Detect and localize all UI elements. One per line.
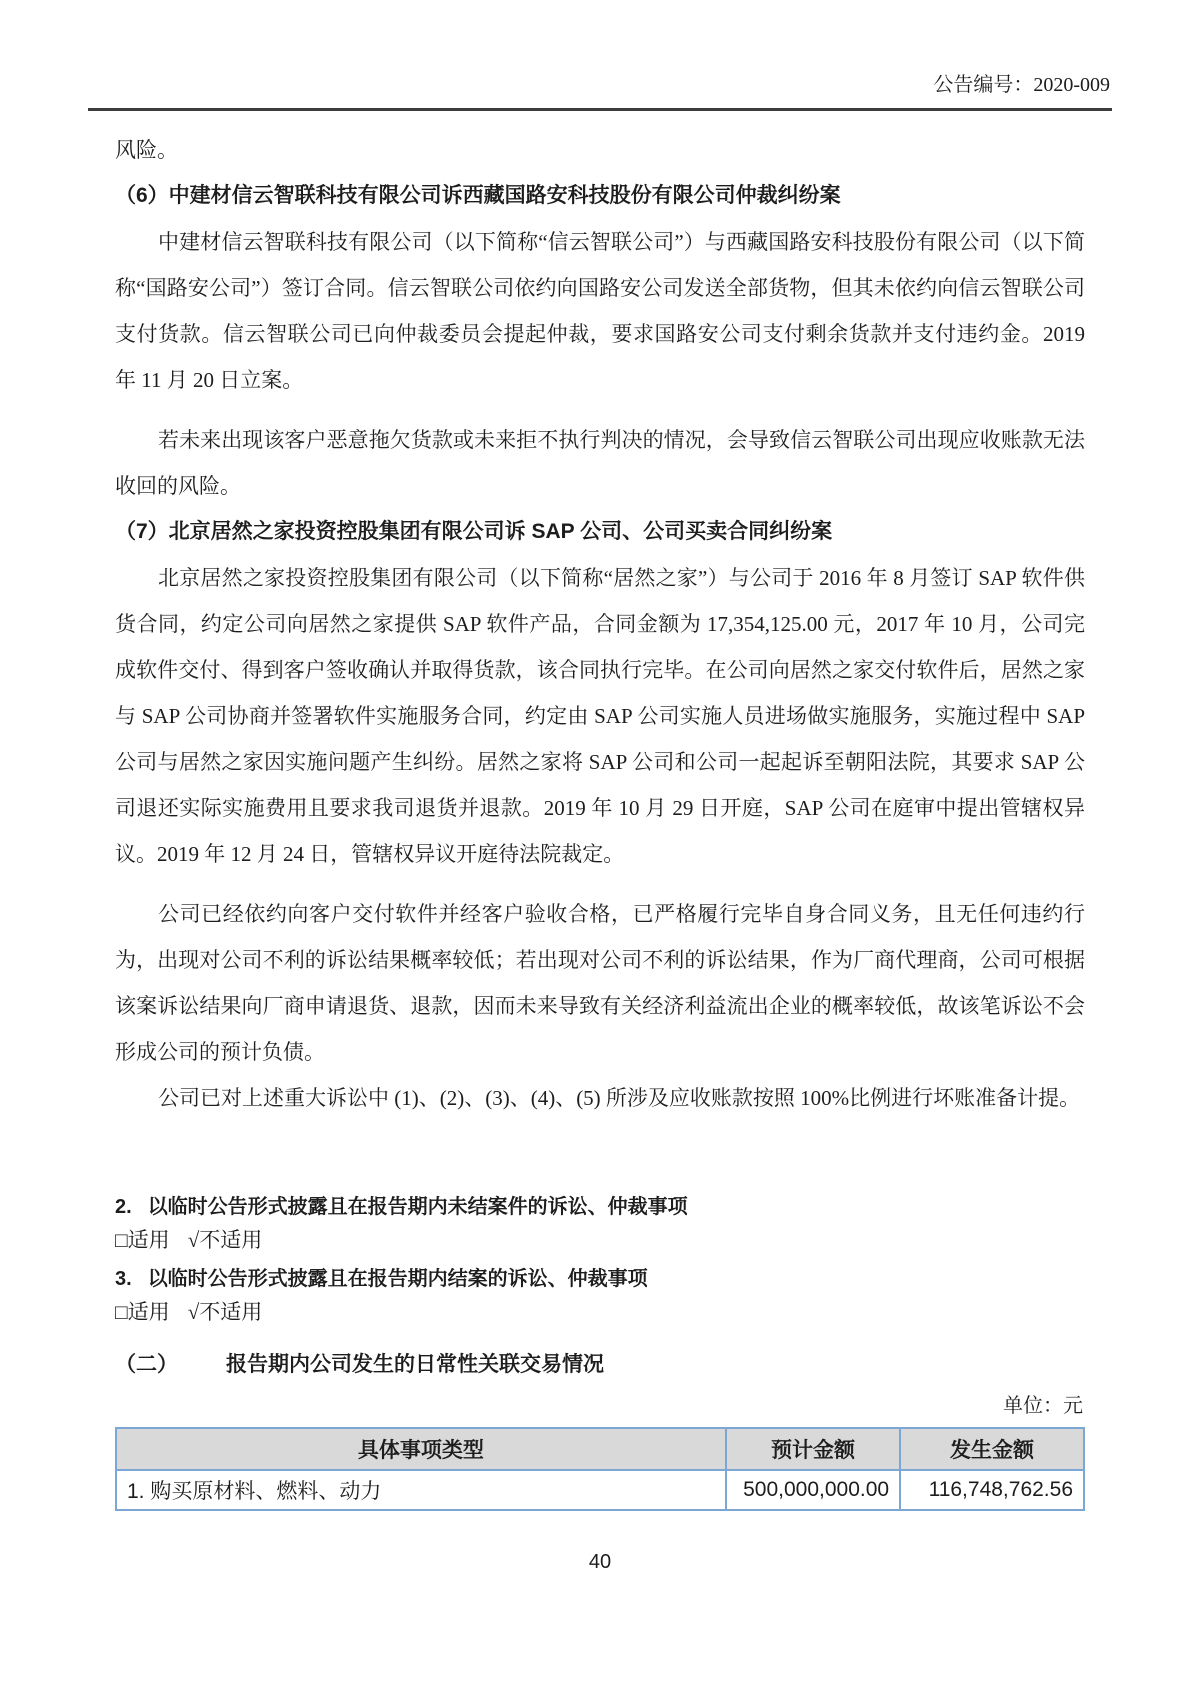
item-2-title: 以临时公告形式披露且在报告期内未结案件的诉讼、仲裁事项: [147, 1196, 688, 1218]
checkbox-applicable: □适用: [115, 1228, 170, 1252]
page-header: [88, 0, 1112, 111]
cell-actual-amount: 116,748,762.56: [900, 1470, 1084, 1510]
item-3-number: 3.: [115, 1268, 132, 1290]
item-2-heading: [115, 1191, 1085, 1224]
heading-case-6: （6）中建材信云智联科技有限公司诉西藏国路安科技股份有限公司仲裁纠纷案: [115, 184, 841, 207]
item-3-applicability: [115, 1296, 1085, 1329]
paragraph-case6-facts: 中建材信云智联科技有限公司（以下简称“信云智联公司”）与西藏国路安科技股份有限公司（以下简称“国路安公司”）签订合同。信云智联公司依约向国路安公司发送全部货物，但其未依约向信云智联公司支付货款。信云智联公司已向仲裁委员会提起仲裁，要求国路安公司支付剩余货款并支付违约金。2019 年 11 月 20 日立案。: [115, 230, 1085, 392]
column-header-actual: 发生金额: [900, 1428, 1084, 1470]
cell-estimated-amount: 500,000,000.00: [726, 1470, 900, 1510]
subsection-title: 报告期内公司发生的日常性关联交易情况: [226, 1353, 604, 1376]
item-3-title: 以临时公告形式披露且在报告期内结案的诉讼、仲裁事项: [147, 1268, 648, 1290]
subsection-number: （二）: [115, 1353, 178, 1376]
page-number: 40: [588, 1551, 612, 1573]
announcement-number: 公告编号：2020-009: [933, 74, 1110, 96]
cell-item-type: 1. 购买原材料、燃料、动力: [116, 1470, 726, 1510]
paragraph-case7-facts: 北京居然之家投资控股集团有限公司（以下简称“居然之家”）与公司于 2016 年 8 月签订 SAP 软件供货合同，约定公司向居然之家提供 SAP 软件产品，合同金额为 17,354,125.00 元，2017 年 10 月，公司完成软件交付、得到客户签收确认并取得货款，该合同执行完毕。在公司向居然之家交付软件后，居然之家与 SAP 公司协商并签署软件实施服务合同，约定由 SAP 公司实施人员进场做实施服务，实施过程中 SAP 公司与居然之家因实施问题产生纠纷。居然之家将 SAP 公司和公司一起起诉至朝阳法院，其要求 SAP 公司退还实际实施费用且要求我司退货并退款。2019 年 10 月 29 日开庭，SAP 公司在庭审中提出管辖权异议。2019 年 12 月 24 日，管辖权异议开庭待法院裁定。: [115, 566, 1085, 866]
paragraph-risk-continuation: 风险。: [115, 138, 178, 162]
column-header-estimated: 预计金额: [726, 1428, 900, 1470]
document-body: [115, 127, 1085, 1511]
item-2-number: 2.: [115, 1196, 132, 1218]
table-header-row: [116, 1428, 1084, 1470]
header-divider: [88, 108, 1112, 111]
item-2-applicability: [115, 1224, 1085, 1257]
table-row: [116, 1470, 1084, 1510]
check-not-applicable: √不适用: [187, 1300, 263, 1324]
heading-subsection-2: [115, 1343, 1085, 1387]
paragraph-case7-assessment: 公司已经依约向客户交付软件并经客户验收合格，已严格履行完毕自身合同义务，且无任何违约行为，出现对公司不利的诉讼结果概率较低；若出现对公司不利的诉讼结果，作为厂商代理商，公司可根据该案诉讼结果向厂商申请退货、退款，因而未来导致有关经济利益流出企业的概率较低，故该笔诉讼不会形成公司的预计负债。: [115, 902, 1085, 1064]
paragraph-bad-debt-provision: 公司已对上述重大诉讼中 (1)、(2)、(3)、(4)、(5) 所涉及应收账款按照 100%比例进行坏账准备计提。: [158, 1086, 1081, 1110]
paragraph-case6-risk: 若未来出现该客户恶意拖欠货款或未来拒不执行判决的情况，会导致信云智联公司出现应收账款无法收回的风险。: [115, 428, 1085, 498]
unit-label: 单位：元: [1003, 1395, 1083, 1417]
column-header-type: 具体事项类型: [116, 1428, 726, 1470]
disclosure-items: [115, 1191, 1085, 1329]
checkbox-applicable: □适用: [115, 1300, 170, 1324]
item-3-heading: [115, 1263, 1085, 1296]
heading-case-7: （7）北京居然之家投资控股集团有限公司诉 SAP 公司、公司买卖合同纠纷案: [115, 520, 833, 543]
related-transactions-table: [115, 1427, 1085, 1511]
check-not-applicable: √不适用: [187, 1228, 263, 1252]
